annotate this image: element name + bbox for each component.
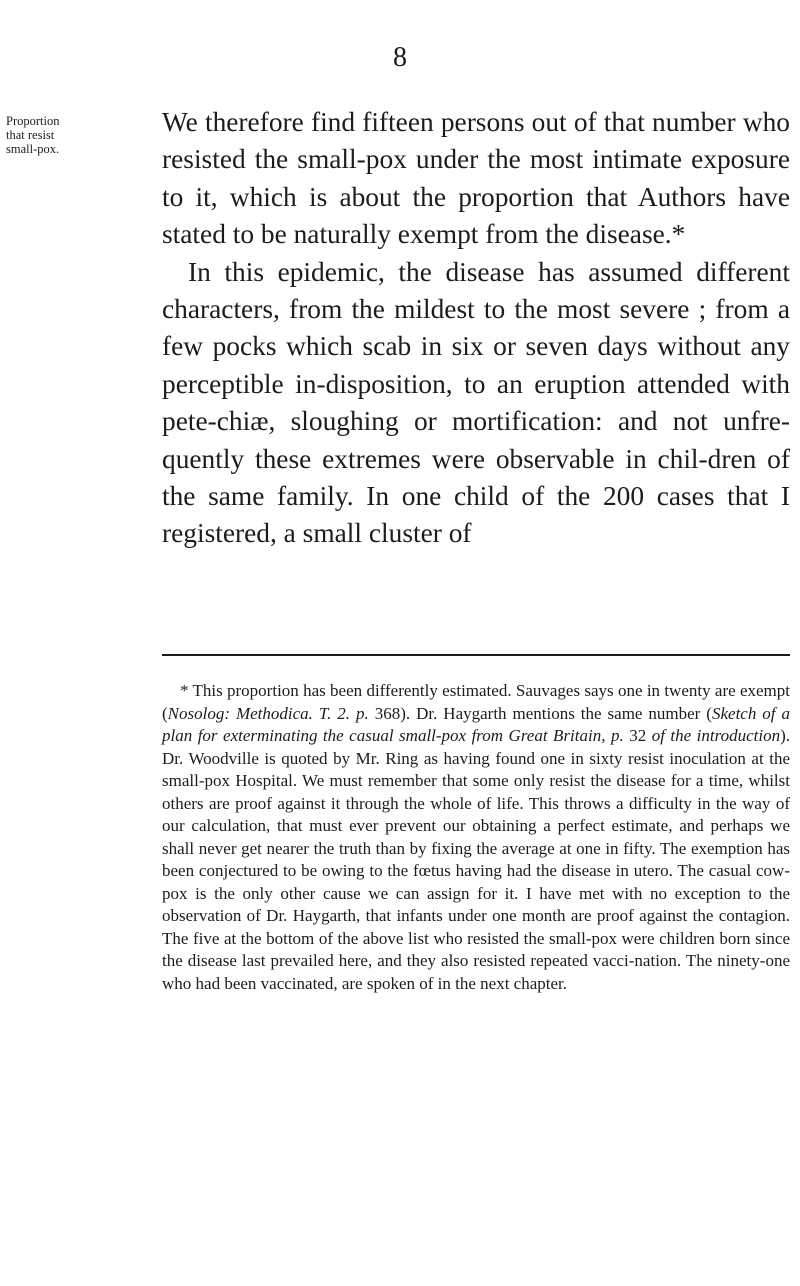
body-paragraph-2: In this epidemic, the disease has assumed different characters, from the mildest to the most severe ; from a few pocks which scab in six or seven days without any perceptible in-disposition, to an eruption attended with pete-chiæ, sloughing or mortification: and not unfre-quently these extremes were observable in chil-dren of the same family. In one child of the 200 cases that I registered, a small cluster of [162,256,790,549]
footnote-divider [162,654,790,656]
page-number: 8 [393,42,407,73]
footnote-text-4: ). Dr. Woodville is quoted by Mr. Ring as having found one in sixty resist inoculation at the small-pox Hospital. We must remember that some only resist the disease for a time, whilst others are proof against it through the whole of life. This throws a difficulty in the way of our calculation, that must ever prevent our obtaining a perfect estimate, and perhaps we shall never get nearer the truth than by fixing the average at one in fifty. The exemption has been conjectured to be owing to the fœtus having had the disease in utero. The casual cow-pox is the only other cause we can assign for it. I have met with no exception to the observation of Dr. Haygarth, that infants under one month are proof against the contagion. The five at the bottom of the above list who resisted the small-pox were children born since the disease last prevailed here, and they also resisted repeated vacci-nation. The ninety-one who had been vaccinated, are spoken of in the next chapter. [162,726,790,993]
footnote-citation-sketch: Sketch of a plan for exterminating the casual small-pox from Great Britain, p. [162,703,790,745]
footnote-marker: * [180,681,189,700]
footnote-text-2: 368). Dr. Haygarth mentions the same number ( [368,703,712,723]
margin-note-line-2: that resist [6,128,55,142]
margin-note [6,114,98,156]
footnote-paragraph [162,680,790,995]
body-text [162,104,790,553]
margin-note-line-1: Proportion [6,114,60,128]
margin-note-line-3: small-pox. [6,142,60,156]
body-paragraph-1: We therefore find fifteen persons out of that number who resisted the small-pox under the most intimate exposure to it, which is about the proportion that Authors have stated to be naturally exempt from the disease.* [162,107,790,250]
footnote [162,680,790,995]
footnote-citation-introduction: of the introduction [651,726,781,745]
footnote-text-3: 32 [623,726,652,745]
footnote-citation-nosolog: Nosolog: Methodica. T. 2. p. [167,703,369,723]
footnote-text-1: This proportion has been differently estimated. Sauvages says one in twenty are exempt ( [162,681,790,723]
